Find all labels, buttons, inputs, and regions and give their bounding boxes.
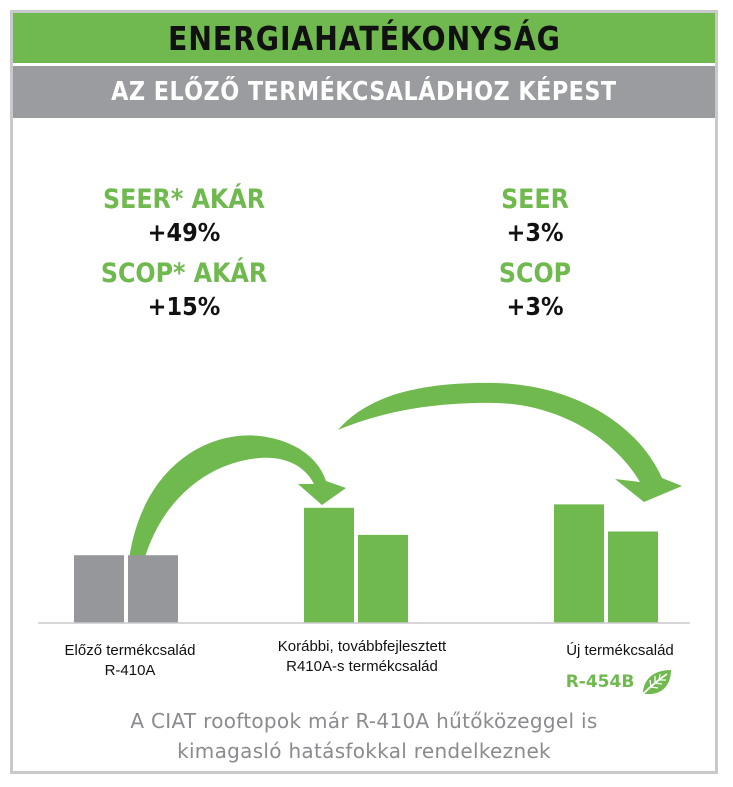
footnote: [13, 706, 715, 766]
bar-2-2: [358, 535, 408, 623]
bar-2-1: [304, 508, 354, 623]
bar-1-1: [74, 555, 124, 623]
seer-left-value: +49%: [147, 218, 221, 247]
page-subtitle: AZ ELŐZŐ TERMÉKCSALÁDHOZ KÉPEST: [111, 77, 617, 107]
footnote-line-2: kimagasló hatásfokkal rendelkeznek: [177, 739, 551, 763]
category-improved-refrigerant: R410A-s termékcsalád: [286, 658, 438, 675]
category-label-previous: [40, 641, 220, 681]
seer-right-label: SEER: [501, 184, 569, 215]
bar-3-1: [554, 504, 604, 623]
scop-right-label: SCOP: [498, 258, 572, 289]
arrow-large: [338, 383, 682, 502]
scop-left-value: +15%: [147, 292, 221, 321]
scop-right-value: +3%: [506, 292, 564, 321]
category-new-name: Új termékcsalád: [566, 642, 674, 659]
bar-3-2: [608, 532, 658, 624]
category-previous-refrigerant: R-410A: [104, 662, 156, 679]
footnote-line-1: A CIAT rooftopok már R-410A hűtőközeggel is: [130, 709, 598, 733]
bars-group: [74, 504, 658, 623]
scop-left-label: SCOP* AKÁR: [100, 258, 268, 289]
category-new-refrigerant-row: [535, 667, 705, 697]
page-title: ENERGIAHATÉKONYSÁG: [167, 18, 561, 58]
category-previous-name: Előző termékcsalád: [64, 642, 196, 659]
leaf-icon: [640, 667, 674, 697]
category-improved-name: Korábbi, továbbfejlesztett: [277, 638, 447, 655]
seer-left-label: SEER* AKÁR: [102, 184, 266, 215]
category-label-new: [535, 641, 705, 697]
seer-right-value: +3%: [506, 218, 564, 247]
category-new-refrigerant: R-454B: [565, 672, 635, 692]
bar-1-2: [128, 555, 178, 623]
category-label-improved: [252, 637, 472, 677]
